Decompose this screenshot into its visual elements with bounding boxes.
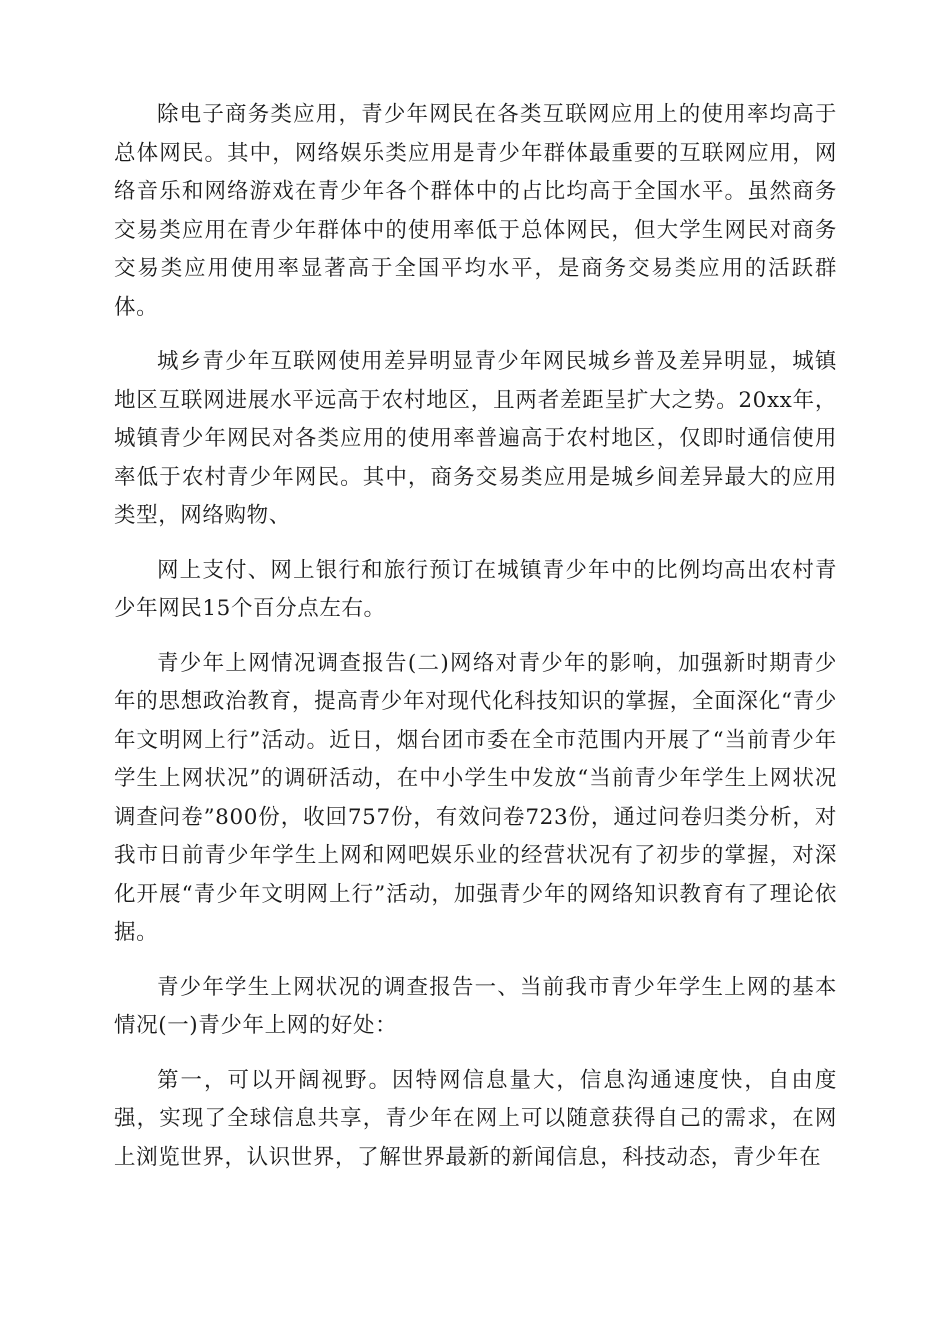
paragraph-2: 城乡青少年互联网使用差异明显青少年网民城乡普及差异明显，城镇地区互联网进展水平远高于农村地区，且两者差距呈扩大之势。20xx年，城镇青少年网民对各类应用的使用率普遍高于农村地区，仅即时通信使用率低于农村青少年网民。其中，商务交易类应用是城乡间差异最大的应用类型，网络购物、	[114, 349, 837, 528]
paragraph-5: 青少年学生上网状况的调查报告一、当前我市青少年学生上网的基本情况(一)青少年上网的好处：	[114, 974, 837, 1038]
paragraph-6: 第一，可以开阔视野。因特网信息量大，信息沟通速度快，自由度强，实现了全球信息共享，青少年在网上可以随意获得自己的需求，在网上浏览世界，认识世界，了解世界最新的新闻信息，科技动态，青少年在	[114, 1067, 837, 1170]
paragraph-4: 青少年上网情况调查报告(二)网络对青少年的影响，加强新时期青少年的思想政治教育，提高青少年对现代化科技知识的掌握，全面深化“青少年文明网上行”活动。近日，烟台团市委在全市范围内开展了“当前青少年学生上网状况”的调研活动，在中小学生中发放“当前青少年学生上网状况调查问卷”800份，收回757份，有效问卷723份，通过问卷归类分析，对我市日前青少年学生上网和网吧娱乐业的经营状况有了初步的掌握，对深化开展“青少年文明网上行”活动，加强青少年的网络知识教育有了理论依据。	[114, 650, 837, 945]
document-body	[114, 96, 837, 1193]
paragraph-1: 除电子商务类应用，青少年网民在各类互联网应用上的使用率均高于总体网民。其中，网络娱乐类应用是青少年群体最重要的互联网应用，网络音乐和网络游戏在青少年各个群体中的占比均高于全国水平。虽然商务交易类应用在青少年群体中的使用率低于总体网民，但大学生网民对商务交易类应用使用率显著高于全国平均水平，是商务交易类应用的活跃群体。	[114, 102, 837, 320]
paragraph-3: 网上支付、网上银行和旅行预订在城镇青少年中的比例均高出农村青少年网民15个百分点左右。	[114, 557, 837, 621]
